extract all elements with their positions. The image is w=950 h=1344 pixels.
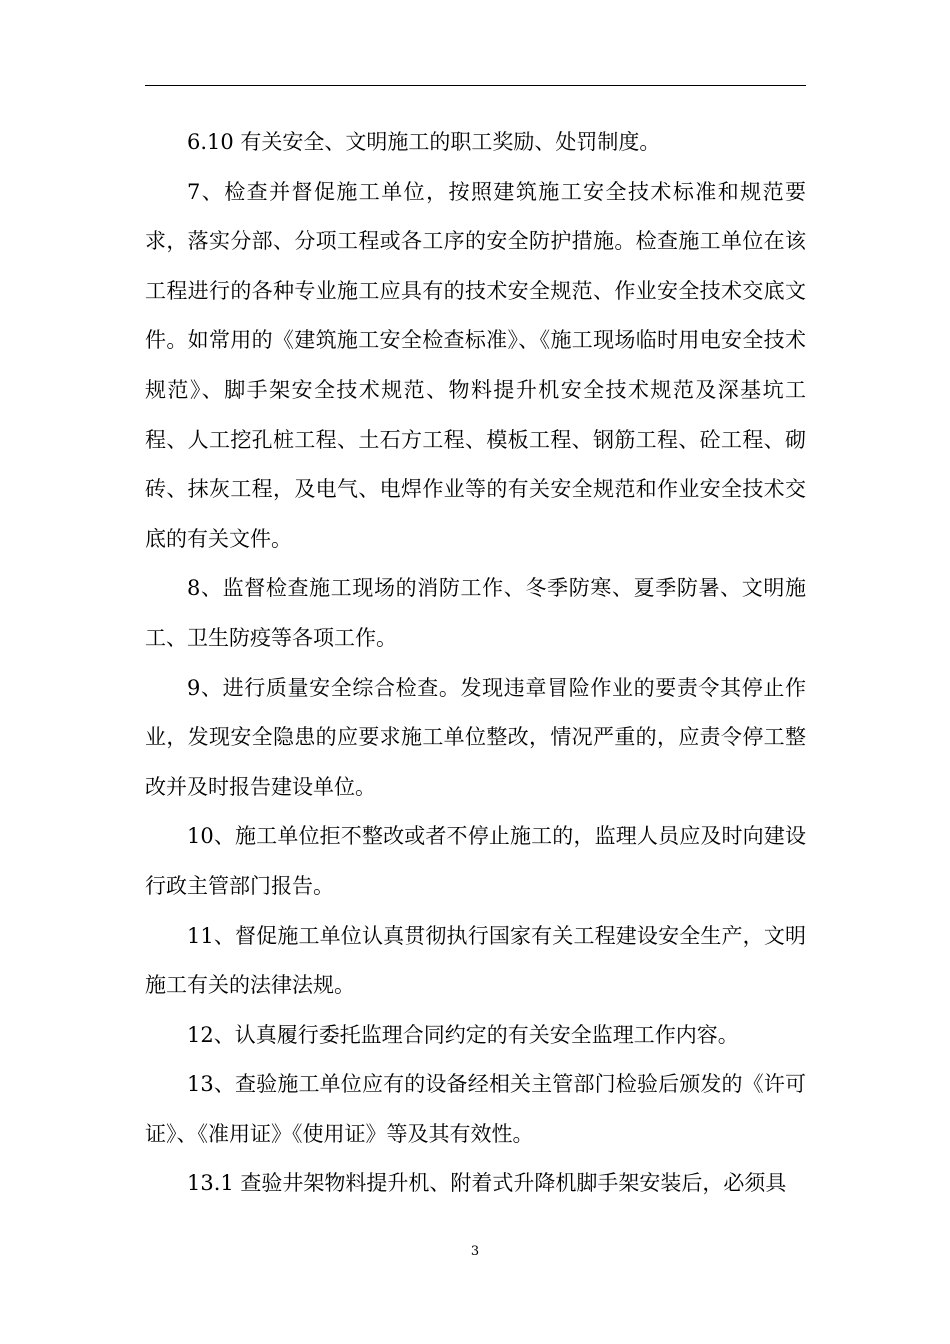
document-body xyxy=(145,118,806,1209)
paragraph-11: 11、督促施工单位认真贯彻执行国家有关工程建设安全生产，文明施工有关的法律法规。 xyxy=(145,923,806,998)
paragraph-8: 8、监督检查施工现场的消防工作、冬季防寒、夏季防暑、文明施工、卫生防疫等各项工作。 xyxy=(145,576,806,650)
paragraph-7: 7、检查并督促施工单位，按照建筑施工安全技术标准和规范要求，落实分部、分项工程或各工序的安全防护措施。检查施工单位在该工程进行的各种专业施工应具有的技术安全规范、作业安全技术交底文件。如常用的《建筑施工安全检查标准》、《施工现场临时用电安全技术规范》、脚手架安全技术规范、物料提升机安全技术规范及深基坑工程、人工挖孔桩工程、土石方工程、模板工程、钢筋工程、砼工程、砌砖、抹灰工程，及电气、电焊作业等的有关安全规范和作业安全技术交底的有关文件。 xyxy=(145,179,806,551)
paragraph-12: 12、认真履行委托监理合同约定的有关安全监理工作内容。 xyxy=(187,1022,739,1047)
paragraph-9: 9、进行质量安全综合检查。发现违章冒险作业的要责令其停止作业，发现安全隐患的应要求施工单位整改，情况严重的，应责令停工整改并及时报告建设单位。 xyxy=(145,675,806,799)
paragraph-13: 13、查验施工单位应有的设备经相关主管部门检验后颁发的《许可证》、《准用证》《使用证》等及其有效性。 xyxy=(145,1072,806,1146)
page-number: 3 xyxy=(470,1244,480,1259)
paragraph-10: 10、施工单位拒不整改或者不停止施工的，监理人员应及时向建设行政主管部门报告。 xyxy=(145,824,806,898)
paragraph-6-10: 6.10 有关安全、文明施工的职工奖励、处罚制度。 xyxy=(187,130,661,154)
header-rule xyxy=(145,85,806,86)
paragraph-13-1: 13.1 查验井架物料提升机、附着式升降机脚手架安装后，必须具 xyxy=(187,1171,787,1196)
